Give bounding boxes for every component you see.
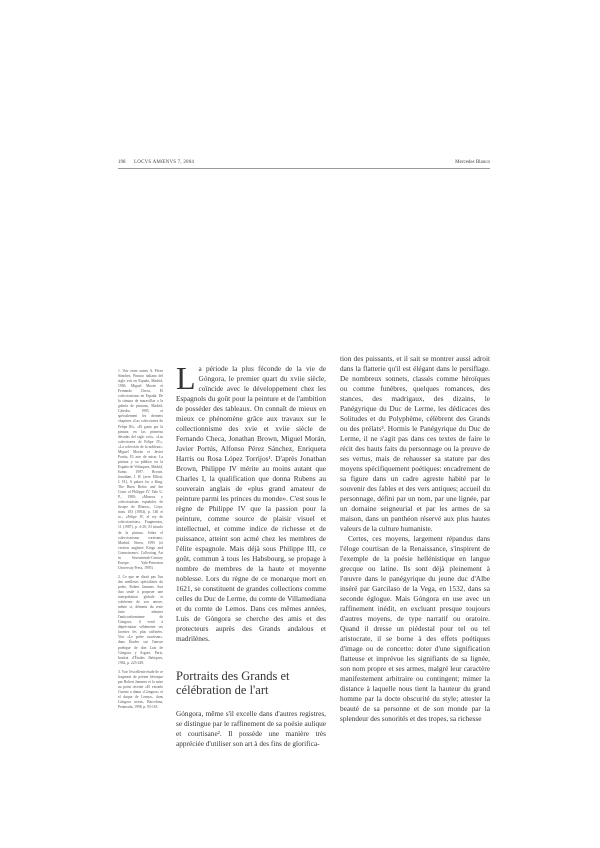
journal-title: LOCVS AMŒNVS 7, 2004 (134, 160, 195, 165)
author-name: Mercedes Blanco (455, 160, 490, 165)
opening-paragraph-text: a période la plus féconde de la vie de Góngora, le premier quart du xviie siècle, coïncide avec le développement chez les Espagnols du goût pour la peinture et de l'ambition de posséder des tableaux. On connaît de mieux en mieux ce phénomène grâce aux travaux sur le collectionnisme des xvie et xviie siècle de Fernando Checa, Jonathan Brown, Miguel Morán, Javier Portús, Alfonso Pérez Sánchez, Enriqueta Harris ou Rosa López Torrijos¹. D'après Jonathan Brown, Philippe IV mérite au moins autant que Charles I, la qualification que donna Rubens au souverain anglais de «plus grand amateur de peinture parmi les princes du monde». C'est sous le règne de Philippe IV que la passion pour la peinture, comme source de plaisir visuel et intellectuel, et comme indice de richesse et de puissance, atteint son acmé chez les membres de l'élite espagnole. Mais déjà sous Philippe III, ce goût, commun à tous les Habsbourg, se propage à nombre de membres de la haute et moyenne noblesse. Lors du règne de ce monarque mort en 1621, se constituent de grandes collections comme celles du Duc de Lerme, du comte de Villamediana et du comte de Lemos. Dans ces mêmes années, Luis de Góngora se cherche des amis et des protecteurs auprès des Grands andalous et madrilènes. (176, 364, 326, 643)
footnote-3: 3. Voir l'excellente étude de ce fragment de poème héroïque par Robert Jammes et la mise au point récente «El extraño Cuento a dama «Góngora» et el duque de Lerma», dans Góngora nexus, Barcelona, Peninsula, 1998, p. 93-118. (118, 669, 163, 710)
header-rule (118, 168, 490, 169)
paragraph-certes: Certes, ces moyens, largement répandus dans l'éloge courtisan de la Renaissance, s'inspirent de l'exemple de la poésie hellénistique en langue grecque ou latine. Ils sont déjà pleinement à l'œuvre dans le panégyrique du jeune duc d'Albe inséré par Garcilaso de la Vega, en 1532, dans sa seconde églogue. Mais Góngora en use avec un raffinement inédit, en excluant presque toujours d'autres moyens, de type narratif ou oratoire. Quand il dresse un piédestal pour tel ou tel aristocrate, il se borne à des effets poétiques d'image ou de concetto: doter d'une signification flatteuse et imprévue les signifiants de sa lignée, son nom propre et ses armes, malgré leur caractère manifestement arbitraire ou contingent; mimer la distance à laquelle nous tient la hauteur du grand homme par la docte obscurité du style; attester la beauté de sa personne et de son monde par la splendeur des sonorités et des tropes, sa richesse (340, 534, 490, 723)
section-title: Portraits des Grands et célébration de l'art (176, 669, 290, 697)
footnotes-column (118, 369, 163, 714)
footnote-2: 2. Ce que ne disait pas l'un des meilleurs spécialistes du poète, Robert Jammes. Son duo seule à proposer une interprétation globale et cohérente de son œuvre, même si, démenti du reste faire admirer l'anticonformisme de Góngora, il vend à dépréciation véhémente ses facettes les plus raffinées. Voir «Le poète courtisan», dans Études sur l'œuvre poétique de don Luis de Góngora y Argote, Paris, Institut d'Études Ibériques, 1962, p. 223-249. (118, 574, 163, 665)
continued-paragraph: tion des puissants, et il sait se montrer aussi adroit dans la flatterie qu'il est élégant dans le persiflage. De nombreux sonnets, classés comme héroïques ou comme funèbres, quelques romances, des stances, des madrigaux, des dizains, le Panégyrique du Duc de Lerme, les dédicaces des Solitudes et du Polyphème, célèbrent des Grands ou des prélats³. Hormis le Panégyrique du Duc de Lerme, il ne s'agit pas dans ces textes de faire le récit des hauts faits du personnage ou la preuve de ses vertus, mais de rehausser sa stature par des moyens spécifiquement poétiques: encadrement de sa figure dans un cadre agreste habité par le souvenir des fables et des vers antiques; accueil du personnage, défini par un nom, par une lignée, par un domaine seigneurial et par les armes de sa maison, dans un panthéon réservé aux plus hautes valeurs de la culture humaniste. (340, 354, 490, 533)
footnote-1: 1. Voir entre autres A. Pérez Sánchez, Pintura italiana del siglo xvii en España, Madrid, 1965; Miguel Morán et Fernando Checa, El coleccionismo en España. De la cámara de maravillas a la galería de pinturas, Madrid, Cátedra, 1985, et spécialement les derniers chapitres «Las colecciones de Felipe III», «El gusto por la pintura en las primeras décadas del siglo xvii», «Las colecciones de Felipe IV», «La colección de la nobleza»; Miguel Morán et Javier Portús, El arte de mirar. La pintura y su público en la España de Velázquez, Madrid, Istmo, 1997. Brown, Jonathan, J. H. (avec Elliott, J. H.), A palace for a King. The Buen Retiro and the Court of Philippe IV. Yale U. P., 1980; «Museos y coleccionistas españoles de Jusepe de Ribera», Goya, num. 183 (1984), p. 140 et ss.; «Felipe IV, el rey de coleccionistas» Fragmentos, 11 (1987), p. 4-20; El triunfo de la pintura. Sobre el coleccionismo cortesano, Madrid, Nerea, 1995 (et version anglaise Kings and Connoisseurs: Collecting Art in Seventeenth-Century Europe, Yale-Princeton University Press, 1995). (118, 369, 163, 570)
page-number: 198 (118, 160, 126, 165)
opening-paragraph (176, 360, 326, 644)
drop-cap: L (176, 360, 196, 396)
section-paragraph: Góngora, même s'il excelle dans d'autres registres, se distingue par le raffinement de sa poésie aulique et courtisane². Il possède une manière très appréciée d'utiliser son art à des fins de glorifica- (176, 709, 326, 748)
main-column-left (176, 360, 326, 749)
main-column-right (340, 354, 490, 724)
running-header (118, 160, 490, 172)
